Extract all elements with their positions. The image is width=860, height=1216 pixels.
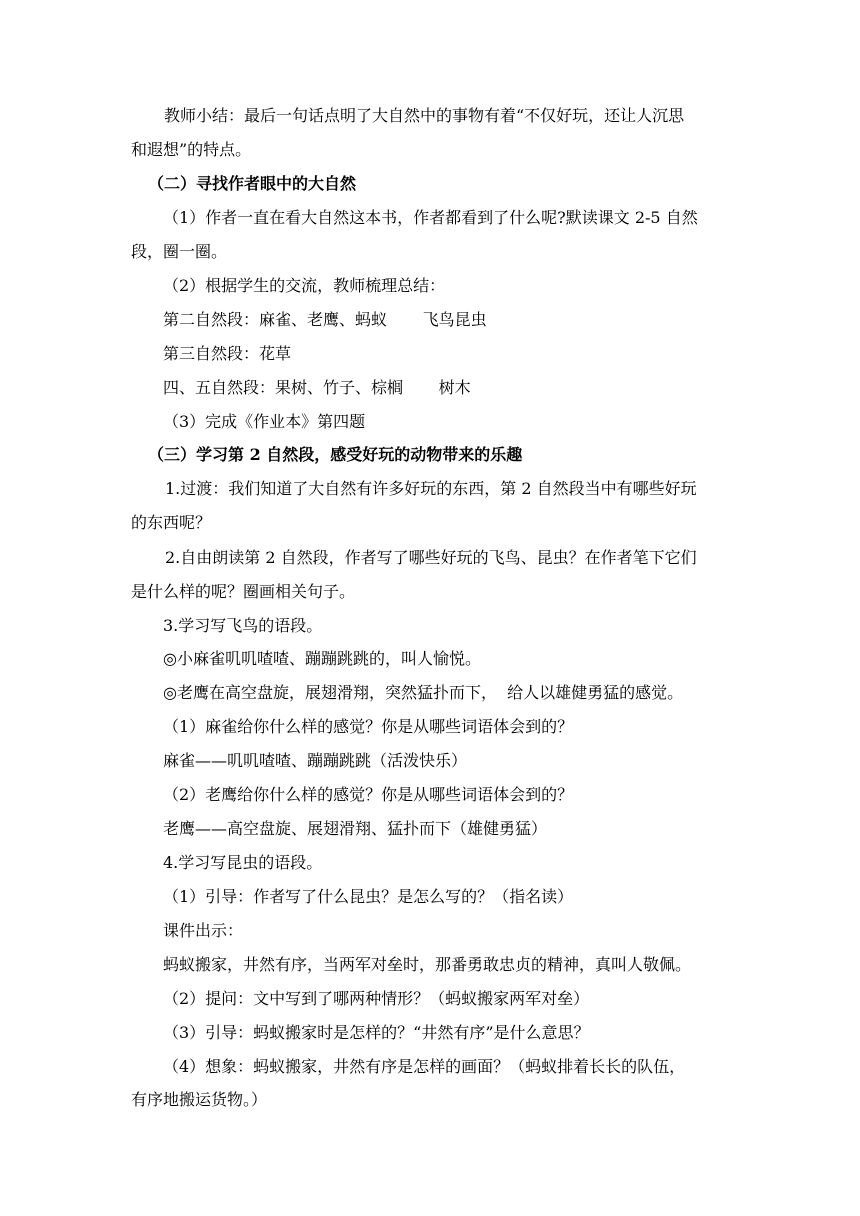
paragraph-line: 3.学习写飞鸟的语段。 [163, 616, 323, 635]
paragraph-line: 老鹰——高空盘旋、展翅滑翔、猛扑而下（雄健勇猛） [163, 819, 548, 838]
teacher-summary-line-1: 教师小结：最后一句话点明了大自然中的事物有着“不仅好玩，还让人沉思 [164, 106, 685, 125]
paragraph-line: ◎老鹰在高空盘旋，展翅滑翔，突然猛扑而下， 给人以雄健勇猛的感觉。 [163, 683, 684, 702]
paragraph-line: 四、五自然段：果树、竹子、棕榈 树木 [163, 378, 471, 397]
paragraph-line: 课件出示： [163, 921, 244, 940]
paragraph-line: （1）麻雀给你什么样的感觉？你是从哪些词语体会到的？ [163, 717, 574, 736]
section-heading-3: （三）学习第 2 自然段，感受好玩的动物带来的乐趣 [148, 445, 523, 464]
teacher-summary-line-2: 和遐想”的特点。 [131, 140, 252, 159]
paragraph-line: （3）完成《作业本》第四题 [163, 412, 366, 431]
paragraph-line: 第三自然段：花草 [163, 344, 292, 363]
paragraph-line: 有序地搬运货物。） [131, 1090, 268, 1109]
paragraph-line: 蚂蚁搬家，井然有序，当两军对垒时，那番勇敢忠贞的精神，真叫人敬佩。 [163, 955, 692, 974]
paragraph-line: （2）老鹰给你什么样的感觉？你是从哪些词语体会到的？ [163, 785, 574, 804]
paragraph-line: （4）想象：蚂蚁搬家，井然有序是怎样的画面？（蚂蚁排着长长的队伍， [163, 1057, 686, 1076]
paragraph-line: （3）引导：蚂蚁搬家时是怎样的？“井然有序”是什么意思？ [163, 1023, 590, 1042]
paragraph-line: 1.过渡：我们知道了大自然有许多好玩的东西，第 2 自然段当中有哪些好玩 [165, 479, 697, 498]
paragraph-line: 段，圈一圈。 [131, 242, 228, 261]
paragraph-line: （1）引导：作者写了什么昆虫？是怎么写的？（指名读） [163, 887, 574, 906]
paragraph-line: 麻雀——叽叽喳喳、蹦蹦跳跳（活泼快乐） [163, 751, 468, 770]
paragraph-line: （1）作者一直在看大自然这本书，作者都看到了什么呢?默读课文 2-5 自然 [163, 208, 698, 227]
paragraph-line: （2）根据学生的交流，教师梳理总结： [163, 276, 446, 295]
paragraph-line: 是什么样的呢？圈画相关句子。 [131, 582, 356, 601]
paragraph-line: 第二自然段：麻雀、老鹰、蚂蚁 飞鸟昆虫 [163, 310, 487, 329]
section-heading-2: （二）寻找作者眼中的大自然 [148, 174, 357, 193]
paragraph-line: 2.自由朗读第 2 自然段，作者写了哪些好玩的飞鸟、昆虫？在作者笔下它们 [165, 548, 697, 567]
paragraph-line: 的东西呢？ [131, 513, 212, 532]
paragraph-line: ◎小麻雀叽叽喳喳、蹦蹦跳跳的，叫人愉悦。 [163, 649, 481, 668]
paragraph-line: （2）提问：文中写到了哪两种情形？（蚂蚁搬家两军对垒） [163, 989, 590, 1008]
paragraph-line: 4.学习写昆虫的语段。 [163, 853, 323, 872]
